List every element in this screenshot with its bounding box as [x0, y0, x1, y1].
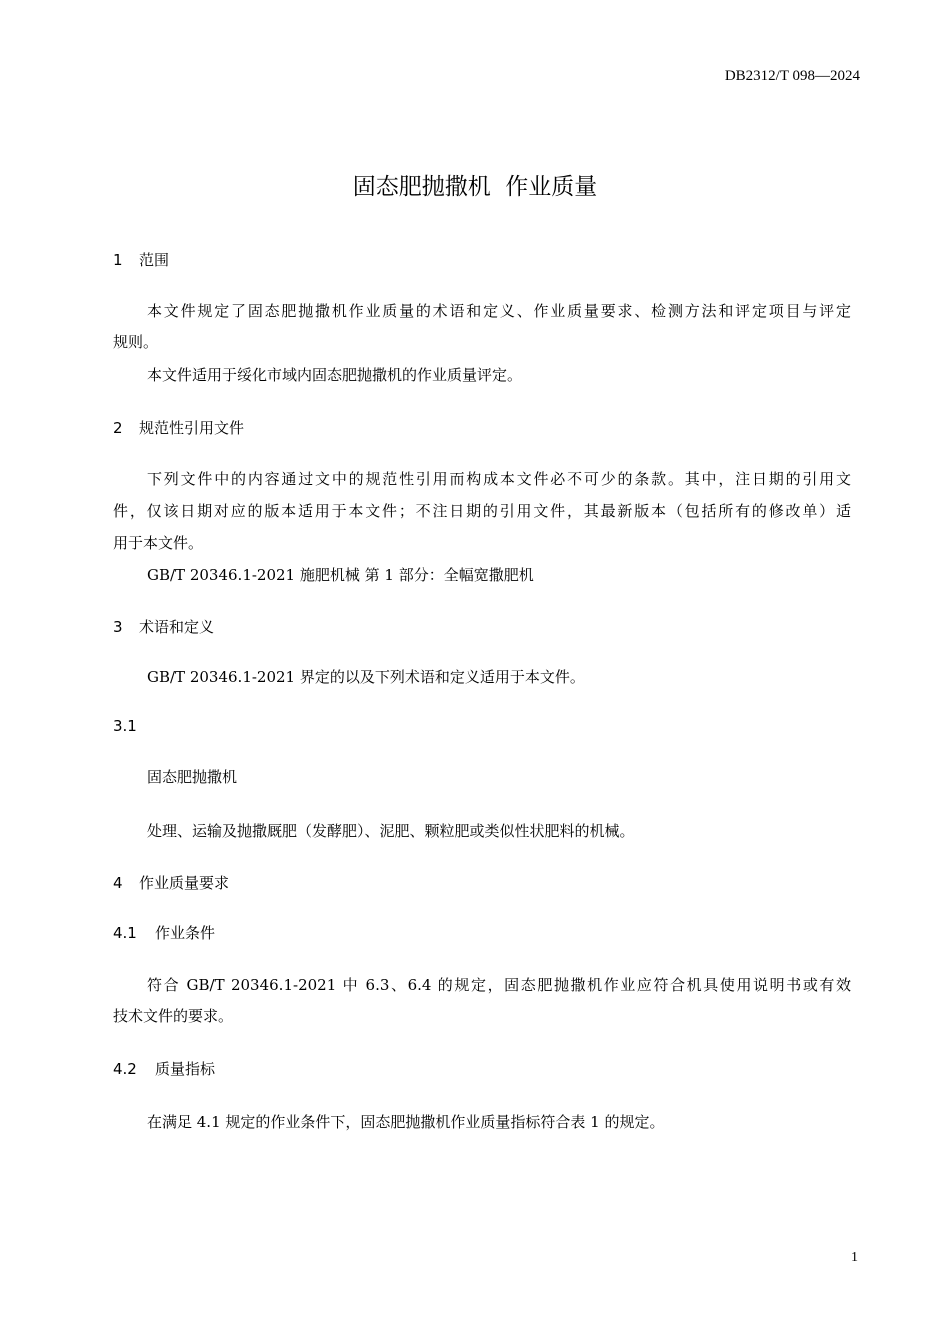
section-1-heading	[113, 249, 169, 270]
section-number: 1	[113, 251, 123, 269]
section-number: 2	[113, 419, 123, 437]
section-number: 4.1	[113, 924, 137, 942]
section-title: 作业质量要求	[139, 874, 230, 892]
term-name: 固态肥抛撒机	[147, 768, 238, 786]
normative-reference: GB/T 20346.1-2021 施肥机械 第 1 部分：全幅宽撒肥机	[147, 566, 534, 584]
paragraph-line: 符合 GB/T 20346.1-2021 中 6.3、6.4 的规定，固态肥抛撒机作业应符合机具使用说明书或有效	[147, 976, 851, 994]
section-4-heading	[113, 872, 229, 893]
paragraph: 本文件适用于绥化市域内固态肥抛撒机的作业质量评定。	[147, 366, 523, 384]
section-title: 规范性引用文件	[139, 419, 245, 437]
paragraph: 在满足 4.1 规定的作业条件下，固态肥抛撒机作业质量指标符合表 1 的规定。	[147, 1113, 665, 1131]
section-title: 质量指标	[155, 1060, 216, 1078]
section-4-1-heading	[113, 922, 215, 943]
paragraph-line: 件，仅该日期对应的版本适用于本文件；不注日期的引用文件，其最新版本（包括所有的修改单）适	[113, 502, 851, 520]
paragraph-line: 下列文件中的内容通过文中的规范性引用而构成本文件必不可少的条款。其中，注日期的引用文	[147, 470, 851, 488]
term-number: 3.1	[113, 717, 137, 735]
section-title: 术语和定义	[139, 618, 215, 636]
paragraph-line: 技术文件的要求。	[113, 1007, 234, 1025]
term-definition: 处理、运输及抛撒厩肥（发酵肥）、泥肥、颗粒肥或类似性状肥料的机械。	[147, 822, 635, 840]
paragraph-line: 规则。	[113, 333, 159, 351]
section-number: 3	[113, 618, 123, 636]
document-title: 固态肥抛撒机 作业质量	[352, 174, 598, 200]
section-number: 4.2	[113, 1060, 137, 1078]
section-number: 4	[113, 874, 123, 892]
section-2-heading	[113, 417, 244, 438]
paragraph-line: 用于本文件。	[113, 534, 204, 552]
section-3-heading	[113, 616, 214, 637]
page-number: 1	[851, 1250, 858, 1265]
document-number: DB2312/T 098—2024	[724, 68, 860, 84]
paragraph-line: 本文件规定了固态肥抛撒机作业质量的术语和定义、作业质量要求、检测方法和评定项目与评定	[147, 302, 851, 320]
section-4-2-heading	[113, 1058, 215, 1079]
section-title: 范围	[139, 251, 170, 269]
section-title: 作业条件	[155, 924, 216, 942]
paragraph: GB/T 20346.1-2021 界定的以及下列术语和定义适用于本文件。	[147, 668, 585, 686]
